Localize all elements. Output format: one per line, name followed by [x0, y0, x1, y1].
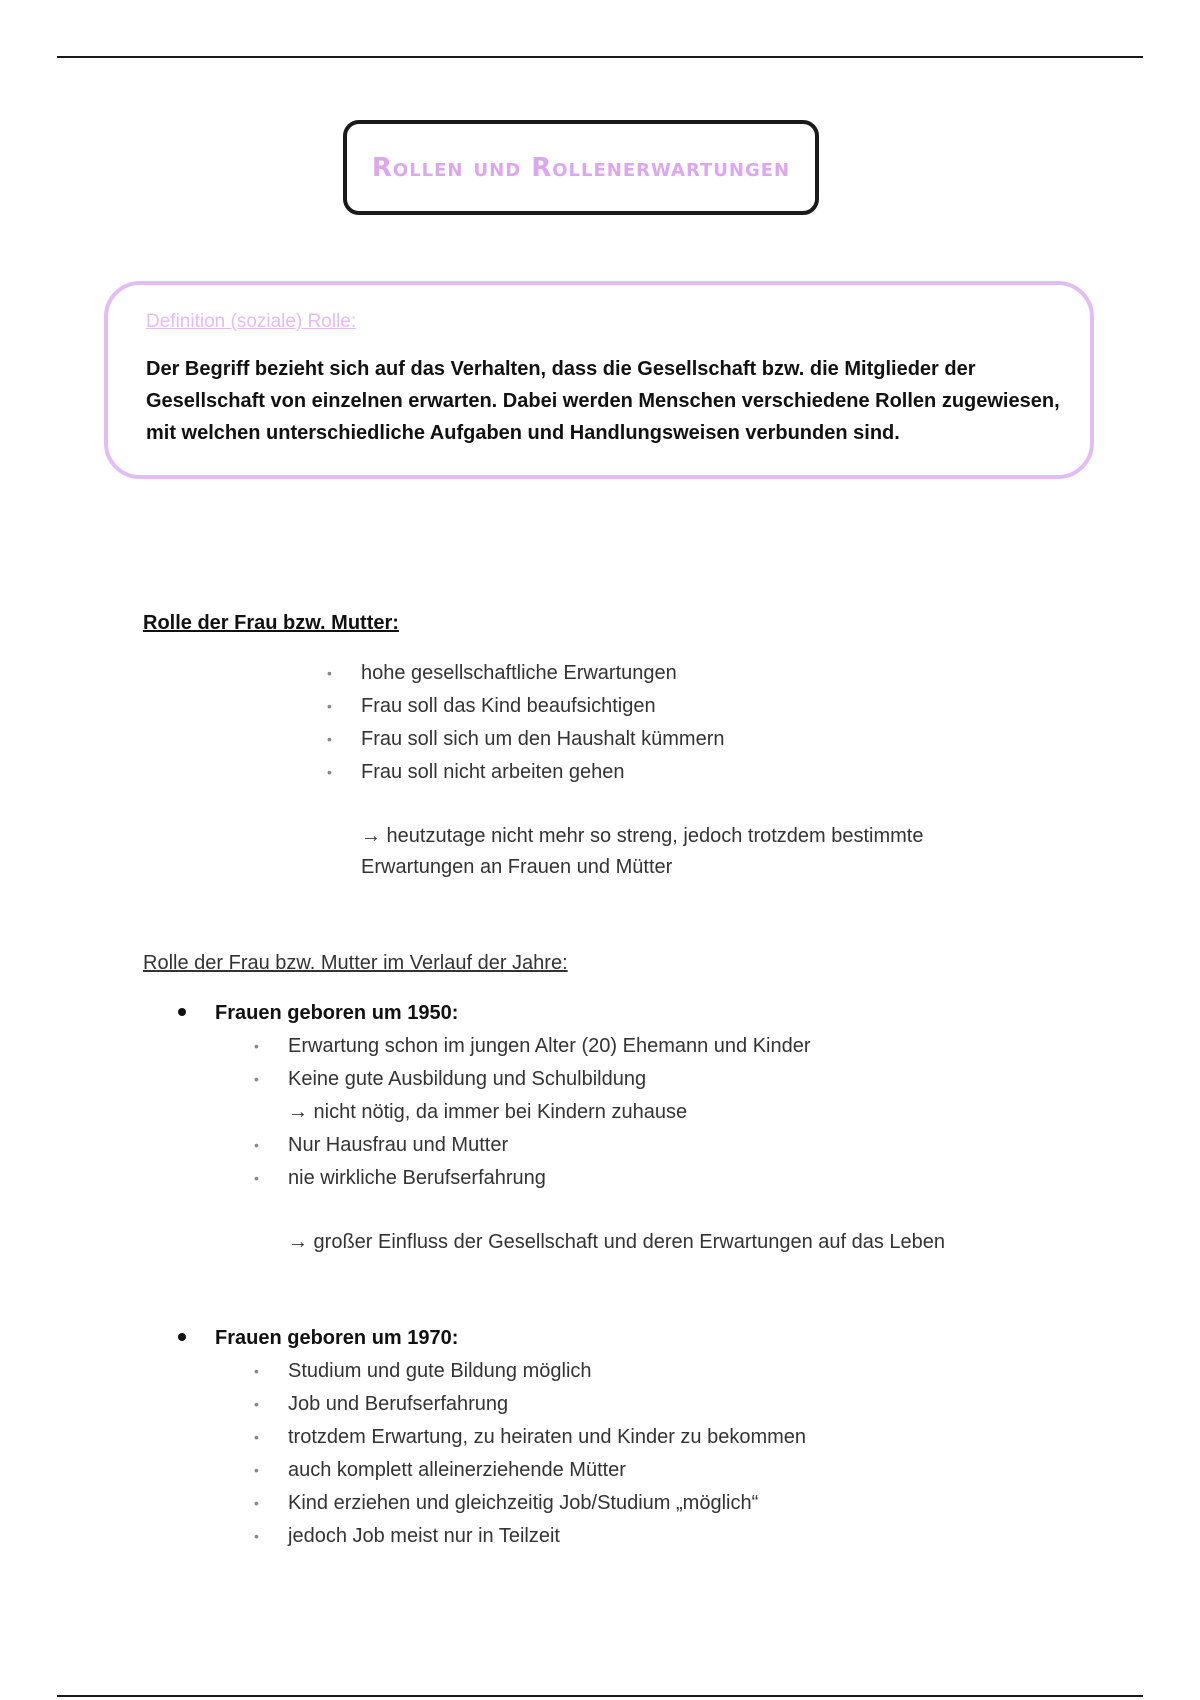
- list-item: • hohe gesellschaftliche Erwartungen: [361, 657, 724, 690]
- list-item: • Job und Berufserfahrung: [288, 1388, 806, 1421]
- title-box: [343, 120, 819, 215]
- section2-heading: Rolle der Frau bzw. Mutter im Verlauf der Jahre:: [143, 952, 568, 974]
- group2-list: [254, 1355, 807, 1553]
- definition-box: [104, 281, 1094, 479]
- bottom-rule: [57, 1695, 1143, 1697]
- dot-icon: •: [327, 698, 332, 714]
- group1-list: [254, 1030, 811, 1195]
- bullet-icon: [178, 1008, 186, 1016]
- list-item: • jedoch Job meist nur in Teilzeit: [288, 1520, 806, 1553]
- dot-icon: •: [254, 1363, 259, 1379]
- dot-icon: •: [327, 665, 332, 681]
- bullet-icon: [178, 1333, 186, 1341]
- dot-icon: •: [254, 1038, 259, 1054]
- list-item: • Frau soll das Kind beaufsichtigen: [361, 690, 724, 723]
- list-item: → nicht nötig, da immer bei Kindern zuhause: [288, 1101, 688, 1123]
- dot-icon: •: [254, 1396, 259, 1412]
- section1-list: [327, 657, 725, 789]
- list-item: • Frau soll sich um den Haushalt kümmern: [361, 723, 724, 756]
- dot-icon: •: [254, 1170, 259, 1186]
- page-title: Rollen und Rollenerwartungen: [371, 152, 791, 183]
- dot-icon: •: [327, 764, 332, 780]
- list-item: • Keine gute Ausbildung und Schulbildung: [288, 1063, 811, 1096]
- dot-icon: •: [254, 1495, 259, 1511]
- definition-label: Definition (soziale) Rolle:: [146, 311, 357, 332]
- dot-icon: •: [254, 1528, 259, 1544]
- dot-icon: •: [254, 1071, 259, 1087]
- definition-text: Der Begriff bezieht sich auf das Verhalten, dass die Gesellschaft bzw. die Mitglieder der Gesellschaft von einzelnen erwarten. Dabei werden Menschen verschiedene Rollen zugewiesen, mit welchen unterschiedliche Aufgaben und Handlungsweisen verbunden sind.: [146, 358, 1060, 444]
- group1-title: Frauen geboren um 1950:: [178, 1002, 458, 1025]
- list-item: • Studium und gute Bildung möglich: [288, 1355, 806, 1388]
- list-item: • trotzdem Erwartung, zu heiraten und Kinder zu bekommen: [288, 1421, 806, 1454]
- dot-icon: •: [254, 1462, 259, 1478]
- list-item: • Frau soll nicht arbeiten gehen: [361, 756, 724, 789]
- top-rule: [57, 56, 1143, 58]
- group2-title: Frauen geboren um 1970:: [178, 1327, 458, 1350]
- section1-note: → heutzutage nicht mehr so streng, jedoch trotzdem bestimmte Erwartungen an Frauen und Mütter: [361, 825, 924, 878]
- list-item: • auch komplett alleinerziehende Mütter: [288, 1454, 806, 1487]
- list-item: • Erwartung schon im jungen Alter (20) Ehemann und Kinder: [288, 1030, 811, 1063]
- dot-icon: •: [327, 731, 332, 747]
- list-item: • Nur Hausfrau und Mutter: [288, 1129, 811, 1162]
- group1-note: → großer Einfluss der Gesellschaft und deren Erwartungen auf das Leben: [288, 1231, 946, 1253]
- section1-heading: Rolle der Frau bzw. Mutter:: [143, 612, 399, 634]
- dot-icon: •: [254, 1137, 259, 1153]
- dot-icon: •: [254, 1429, 259, 1445]
- list-item: • Kind erziehen und gleichzeitig Job/Studium „möglich“: [288, 1487, 806, 1520]
- list-item: • nie wirkliche Berufserfahrung: [288, 1162, 811, 1195]
